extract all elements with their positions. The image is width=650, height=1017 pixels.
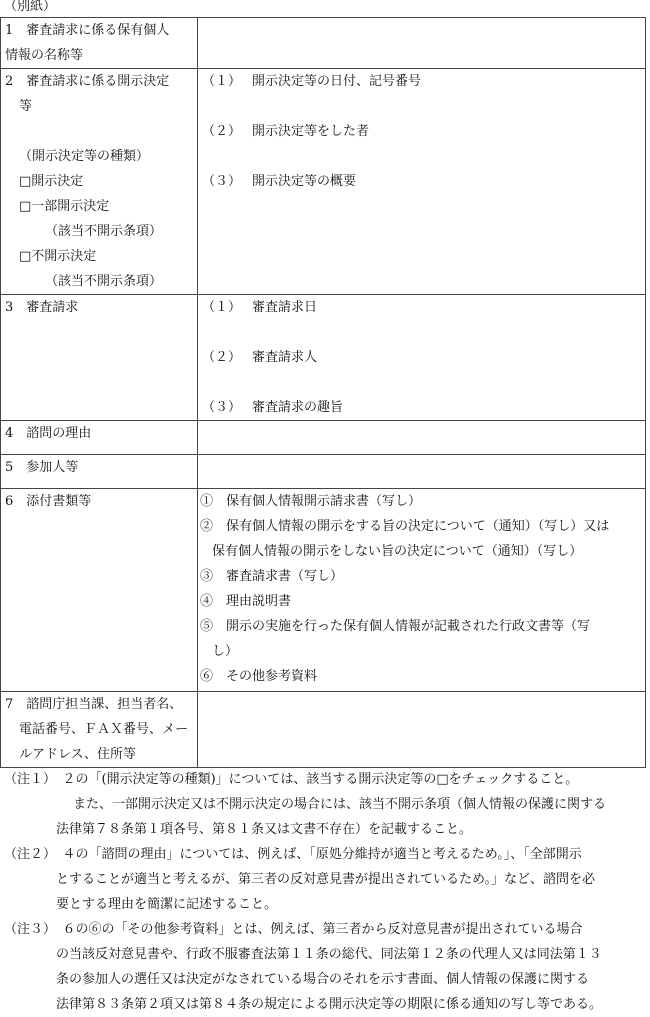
row-2-label [1, 69, 198, 295]
row-2 [1, 69, 646, 295]
note-2-line-2: とすることが適当と考えるが、第三者の反対意見書が提出されているため。」など、諮問を必 [56, 872, 595, 887]
notes-section [4, 767, 650, 1017]
checkbox-partial-disclosure[interactable]: □一部開示決定 [19, 199, 110, 214]
row-6-content [198, 489, 646, 692]
inquiry-form-table [0, 17, 646, 768]
decision-item-1: （１） 開示決定等の日付、記号番号 [202, 74, 422, 89]
attachment-2-line-2: 保有個人情報の開示をしない旨の決定について（通知）（写し） [212, 544, 583, 559]
partial-disclosure-clause-note: （該当不開示条項） [45, 224, 163, 239]
row-7-content [198, 692, 646, 768]
attachment-5-line-2: し） [212, 644, 239, 659]
decision-item-2: （２） 開示決定等をした者 [202, 124, 370, 139]
attachment-4: ④ 理由説明書 [200, 594, 292, 609]
row-7-label-line-2: 電話番号、ＦＡＸ番号、メー [19, 722, 189, 737]
attachment-6: ⑥ その他参考資料 [200, 669, 318, 684]
row-6 [1, 489, 646, 692]
note-3-line-2: の当該反対意見書や、行政不服審査法第１１条の総代、同法第１２条の代理人又は同法第１３ [56, 947, 602, 962]
checkbox-non-disclosure[interactable]: □不開示決定 [19, 249, 97, 264]
row-6-label: 6 添付書類等 [1, 489, 198, 692]
row-7-label [1, 692, 198, 768]
attachment-5-line-1: ⑤ 開示の実施を行った保有個人情報が記載された行政文書等（写 [200, 619, 591, 634]
decision-type-title: （開示決定等の種類） [19, 149, 150, 164]
row-7-label-line-3: ルアドレス、住所等 [19, 747, 137, 762]
note-3-line-1: （注３） ６の⑥の「その他参考資料」とは、例えば、第三者から反対意見書が提出されている場合 [4, 922, 583, 937]
row-4-content [198, 421, 646, 455]
non-disclosure-clause-note: （該当不開示条項） [45, 274, 163, 289]
note-2-line-1: （注２） ４の「諮問の理由」については、例えば、「原処分維持が適当と考えるため。」、「全部開示 [4, 847, 582, 862]
row-7-label-line-1: 7 諮問庁担当課、担当者名、 [5, 697, 183, 712]
row-7 [1, 692, 646, 768]
row-1 [1, 18, 646, 69]
note-1-line-3: 法律第７８条第１項各号、第８１条又は文書不存在）を記載すること。 [56, 822, 473, 837]
row-1-label-line-1: 1 審査請求に係る保有個人 [5, 23, 170, 38]
page-heading: （別紙） [4, 0, 57, 14]
note-3-line-3: 条の参加人の選任又は決定がなされている場合のそれを示す書面、個人情報の保護に関する [56, 972, 590, 987]
row-2-content [198, 69, 646, 295]
request-item-3: （３） 審査請求の趣旨 [202, 400, 344, 415]
row-1-content [198, 18, 646, 69]
row-4 [1, 421, 646, 455]
row-1-label [1, 18, 198, 69]
request-item-2: （２） 審査請求人 [202, 350, 318, 365]
row-5-label: 5 参加人等 [1, 455, 198, 489]
note-2-line-3: 要とする理由を簡潔に記述すること。 [56, 897, 278, 912]
attachment-2-line-1: ② 保有個人情報の開示をする旨の決定について（通知）（写し）又は [200, 519, 610, 534]
request-item-1: （１） 審査請求日 [202, 300, 318, 315]
row-3 [1, 295, 646, 421]
attachment-3: ③ 審査請求書（写し） [200, 569, 344, 584]
row-2-label-line-1: 2 審査請求に係る開示決定 [5, 74, 170, 89]
attachment-1: ① 保有個人情報開示請求書（写し） [200, 494, 422, 509]
note-1-line-1: （注１） ２の「(開示決定等の種類)」については、該当する開示決定等の□をチェックすること。 [4, 772, 579, 787]
row-3-content [198, 295, 646, 421]
row-3-label: 3 審査請求 [1, 295, 198, 421]
decision-item-3: （３） 開示決定等の概要 [202, 174, 357, 189]
note-3-line-4: 法律第８３条第２項又は第８４条の規定による開示決定等の期限に係る通知の写し等である。 [56, 997, 603, 1012]
checkbox-full-disclosure[interactable]: □開示決定 [19, 174, 84, 189]
row-5 [1, 455, 646, 489]
note-1-line-2: また、一部開示決定又は不開示決定の場合には、該当不開示条項（個人情報の保護に関する [73, 797, 607, 812]
row-5-content [198, 455, 646, 489]
row-4-label: 4 諮問の理由 [1, 421, 198, 455]
row-2-label-line-2: 等 [19, 99, 33, 114]
row-1-label-line-2: 情報の名称等 [5, 48, 84, 63]
